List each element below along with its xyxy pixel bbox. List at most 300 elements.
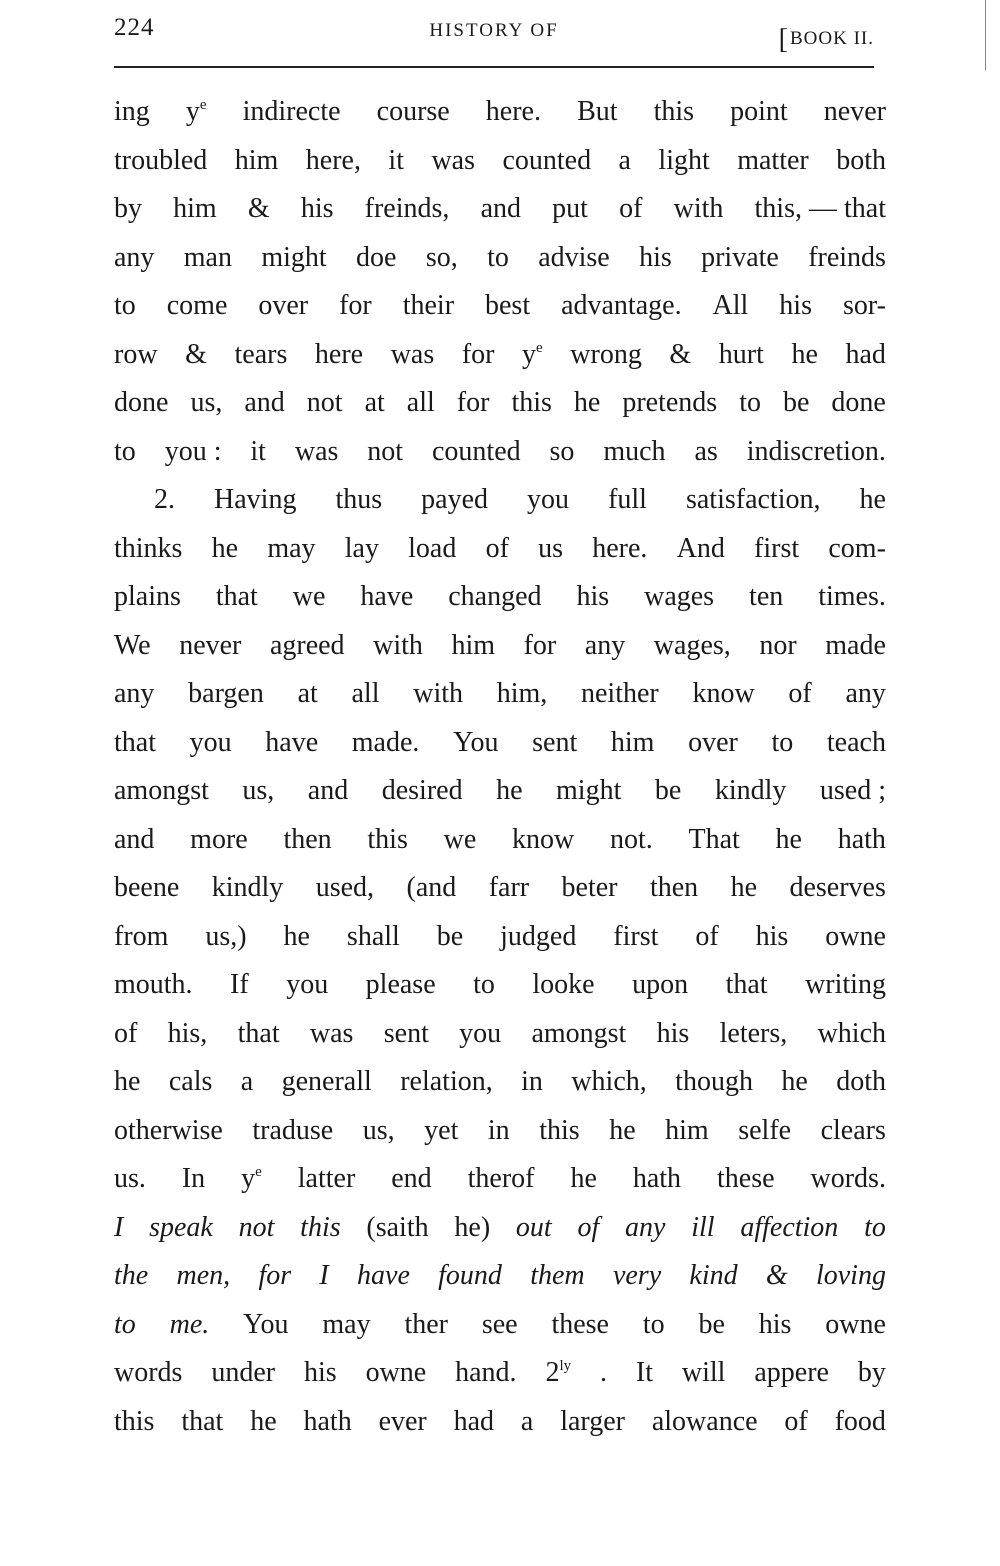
word (669, 331, 691, 380)
word-text: he) (454, 1211, 491, 1243)
word (747, 428, 886, 477)
word-text: please (365, 969, 436, 1000)
text-line (114, 234, 886, 283)
word (805, 961, 886, 1010)
word (205, 913, 246, 962)
word-text: might (261, 241, 327, 273)
word-text: kind (689, 1260, 738, 1291)
word (759, 1301, 792, 1350)
word-text: here, (305, 144, 361, 176)
text-line (114, 282, 886, 331)
word-text: then (649, 872, 699, 903)
word-text: we (443, 823, 477, 855)
word (168, 1010, 208, 1059)
word (173, 185, 217, 234)
word-text: his, (167, 1017, 208, 1049)
word (570, 331, 642, 380)
word-text: beter (561, 872, 618, 903)
word (298, 1155, 356, 1204)
word (550, 428, 575, 477)
word-text: of (619, 193, 643, 224)
word (365, 185, 450, 234)
word-text: have (265, 726, 319, 758)
word-text: with (373, 629, 423, 661)
word-text: indirecte (242, 96, 341, 127)
word (611, 719, 655, 768)
word (243, 1301, 288, 1350)
word-text: made (825, 629, 886, 661)
word-text: changed (448, 581, 542, 612)
word-text: owne (825, 920, 886, 952)
word-text: kindly (211, 872, 284, 903)
word (561, 282, 682, 331)
word (674, 185, 724, 234)
word-text: you (459, 1017, 502, 1049)
word (574, 379, 600, 428)
word (426, 234, 458, 283)
word (608, 476, 647, 525)
word-text: to (739, 387, 761, 418)
word (562, 864, 618, 913)
word-text: then (283, 823, 332, 855)
word (282, 1058, 372, 1107)
word-text: he (859, 484, 886, 515)
word (756, 913, 789, 962)
word (818, 573, 886, 622)
word (114, 137, 207, 186)
word-text: he (496, 775, 523, 806)
word-text: be (782, 387, 810, 418)
word (379, 1398, 427, 1447)
word-text: of (577, 1211, 600, 1243)
word-text: men, (176, 1260, 231, 1291)
word (438, 1252, 502, 1301)
text-line (114, 1204, 886, 1253)
word (408, 525, 456, 574)
word (824, 88, 886, 137)
word-text: agreed (269, 629, 345, 661)
text-line (114, 573, 886, 622)
word-text: will (681, 1357, 726, 1388)
word-text: here (314, 338, 364, 370)
word-text: to (487, 241, 509, 273)
word-text: all (406, 387, 435, 418)
text-line (114, 525, 886, 574)
word-text: he (609, 1114, 636, 1146)
word (816, 1252, 886, 1301)
word (654, 622, 731, 671)
word-text: But (577, 96, 618, 127)
word-text: desired (381, 775, 463, 806)
word (500, 913, 576, 962)
word-text: We (114, 629, 151, 661)
superscript: e (536, 339, 543, 356)
word (530, 1252, 584, 1301)
word (497, 670, 548, 719)
word-text: that (237, 1017, 280, 1049)
word (114, 428, 136, 477)
word (524, 622, 557, 671)
word (244, 379, 284, 428)
word-text: light (658, 144, 710, 176)
word-text: which, (571, 1066, 647, 1097)
word-text: he (781, 1066, 808, 1097)
word (625, 1204, 665, 1253)
word-text: row (114, 338, 158, 370)
text-line (114, 622, 886, 671)
word (783, 379, 809, 428)
word-text: both (836, 144, 886, 176)
word-text: point (730, 96, 788, 127)
word-text: counted (502, 144, 592, 176)
text-line (114, 670, 886, 719)
word (270, 622, 345, 671)
superscript: e (255, 1164, 262, 1180)
word (613, 1252, 661, 1301)
word (421, 476, 488, 525)
word (701, 234, 779, 283)
word-text: you : (164, 435, 222, 467)
word-text: you (189, 726, 232, 758)
word (366, 961, 436, 1010)
word-text: And (676, 532, 725, 564)
word-text: relation, (400, 1066, 493, 1097)
word-text: If (230, 969, 249, 1000)
word (610, 816, 653, 865)
word (527, 476, 569, 525)
word-text: . (600, 1357, 608, 1388)
word-text: leters, (719, 1017, 788, 1049)
word (114, 1010, 137, 1059)
word (820, 767, 886, 816)
word-text: of (485, 532, 509, 564)
word-text: farr (488, 872, 530, 903)
word (184, 234, 232, 283)
word (613, 913, 658, 962)
word-text: of (784, 1405, 808, 1437)
word-text: 2 (545, 1357, 560, 1388)
word-text: him (665, 1114, 709, 1146)
text-line (114, 476, 886, 525)
word-text: a (618, 144, 631, 176)
word-text: to (864, 1211, 886, 1243)
word (694, 428, 717, 477)
word (836, 1058, 886, 1107)
word (384, 1010, 429, 1059)
word-text: have (360, 581, 414, 612)
word (462, 331, 495, 380)
word (726, 961, 768, 1010)
word-text: was (390, 338, 435, 370)
word-text: any (114, 678, 155, 709)
word (388, 137, 404, 186)
word-text: not (367, 435, 404, 467)
word (114, 234, 154, 283)
word (252, 1107, 333, 1156)
word-text: never (179, 629, 242, 661)
word-text: to (771, 726, 794, 758)
word-text: It (635, 1357, 654, 1388)
word-text: alowance (651, 1405, 758, 1437)
word-text: me. (169, 1308, 210, 1340)
word-text: his (758, 1308, 792, 1340)
word (576, 573, 609, 622)
word-text: be (698, 1308, 725, 1340)
word (788, 670, 811, 719)
running-title: HISTORY OF (429, 20, 559, 41)
word-text: otherwise (114, 1114, 223, 1146)
word (754, 1349, 829, 1398)
word-text: amongst (114, 775, 209, 806)
word-text: which (817, 1017, 886, 1049)
word (486, 88, 541, 137)
word (345, 525, 379, 574)
word-text: owne (365, 1357, 427, 1388)
word (335, 476, 382, 525)
word (457, 379, 490, 428)
word (570, 1155, 596, 1204)
word-text: any (845, 678, 886, 709)
word-text: mouth. (114, 969, 193, 1000)
word-text: much (603, 435, 666, 467)
word (114, 1349, 182, 1398)
text-line (114, 913, 886, 962)
word-text: wages, (653, 629, 731, 661)
word (114, 816, 154, 865)
word (114, 282, 136, 331)
word (737, 137, 809, 186)
word-text: larger (560, 1405, 625, 1437)
word-text: may (267, 532, 316, 564)
word-text: know (692, 678, 755, 709)
word (366, 1204, 428, 1253)
word-text: advise (538, 241, 610, 273)
word-text: he (114, 1066, 141, 1097)
word-text: for (523, 629, 557, 661)
word-text: was (309, 1017, 354, 1049)
word (585, 622, 625, 671)
word-text: he (570, 1163, 597, 1194)
word-text: here. (485, 96, 541, 127)
word-text: load (408, 532, 457, 564)
word (740, 1204, 838, 1253)
word (811, 1155, 886, 1204)
book-label-bracket: [ (778, 24, 789, 55)
page-edge-mark (985, 0, 986, 70)
word-text: course (376, 96, 450, 127)
word-text: shall (346, 920, 400, 952)
word (836, 137, 886, 186)
word-text: over (258, 290, 309, 321)
word (486, 525, 509, 574)
word (521, 1398, 533, 1447)
word-text: In (181, 1163, 206, 1194)
word (188, 670, 264, 719)
word-text: hath (837, 823, 886, 855)
word-text: these (551, 1308, 609, 1340)
word (657, 1010, 690, 1059)
word-text: All (712, 290, 749, 321)
word (779, 282, 812, 331)
word-text: and (307, 775, 349, 806)
word-text: this, — that (754, 193, 886, 224)
word (720, 1010, 788, 1059)
word-text: first (613, 920, 659, 952)
word-text: him, (496, 678, 548, 709)
text-line (114, 1252, 886, 1301)
word-text: upon (632, 969, 689, 1000)
word-text: it (388, 144, 404, 176)
word-text: end (391, 1163, 432, 1194)
word (315, 331, 363, 380)
word (532, 719, 577, 768)
word (190, 816, 248, 865)
word-text: speak (149, 1211, 213, 1243)
word-text: advantage. (561, 290, 682, 321)
word-text: from (114, 920, 169, 952)
word (248, 185, 270, 234)
book-label-text: BOOK II. (790, 28, 874, 49)
word-text: him (610, 726, 655, 758)
word (619, 185, 642, 234)
word-text: & (247, 193, 270, 224)
word (230, 961, 249, 1010)
word (238, 1010, 280, 1059)
word (719, 331, 764, 380)
word-text: satisfaction, (685, 484, 821, 515)
word (352, 719, 420, 768)
word-text: be (654, 775, 682, 806)
word (791, 331, 817, 380)
word (114, 331, 158, 380)
word (831, 379, 885, 428)
word (367, 816, 407, 865)
word-text: with (673, 193, 724, 224)
word (808, 234, 886, 283)
word-text: man (183, 241, 232, 273)
word (571, 1058, 646, 1107)
word (347, 913, 400, 962)
word (413, 670, 463, 719)
word (356, 234, 396, 283)
word (717, 1155, 775, 1204)
word-text: wages (644, 581, 715, 612)
word (789, 864, 885, 913)
word-text: to (114, 290, 136, 321)
word-text: & (765, 1260, 788, 1291)
word (825, 1301, 886, 1350)
word-text: kindly (714, 775, 787, 806)
word-text: any (625, 1211, 666, 1243)
text-line (114, 767, 886, 816)
word-text: sent (532, 726, 578, 758)
word-text: first (754, 532, 800, 564)
word (301, 185, 334, 234)
word-text: us,) (205, 920, 247, 952)
word (654, 88, 694, 137)
word (239, 1204, 275, 1253)
word (424, 1107, 458, 1156)
word-text: & (669, 338, 692, 370)
word (516, 1204, 552, 1253)
word-text: generall (281, 1066, 372, 1097)
word-text: doth (836, 1066, 886, 1097)
word (539, 1107, 579, 1156)
word (432, 428, 521, 477)
word-text: nor (759, 629, 797, 661)
word (650, 864, 698, 913)
word (695, 913, 718, 962)
word (177, 1252, 231, 1301)
word (828, 525, 886, 574)
word (643, 1301, 665, 1350)
word (532, 961, 594, 1010)
word-text: was (431, 144, 475, 176)
word-text: that (215, 581, 258, 612)
word-text: so, (425, 241, 458, 273)
word-text: he (791, 338, 818, 370)
word (114, 379, 168, 428)
word-text: his (300, 193, 334, 224)
word-text: us. (114, 1163, 146, 1194)
word-text: had (845, 338, 886, 370)
word (860, 476, 886, 525)
word-text: sent (383, 1017, 429, 1049)
word-text: teach (826, 726, 886, 758)
word-text: the (114, 1260, 149, 1291)
word (622, 379, 717, 428)
text-line (114, 88, 886, 137)
word (352, 670, 380, 719)
word (391, 331, 435, 380)
word (286, 961, 328, 1010)
word (167, 282, 228, 331)
word-text: times. (818, 581, 886, 612)
word-text: y (522, 338, 537, 370)
word (114, 864, 179, 913)
word (211, 1349, 275, 1398)
word (339, 282, 372, 331)
word-text: to (642, 1308, 665, 1340)
word (250, 428, 266, 477)
word-text: of (695, 920, 719, 952)
word (169, 1058, 213, 1107)
word (468, 1155, 535, 1204)
word (755, 185, 886, 234)
word (731, 864, 757, 913)
word (284, 913, 310, 962)
word-text: Having (214, 484, 297, 515)
word (577, 88, 617, 137)
word-text: for (456, 387, 490, 418)
text-line (114, 1349, 886, 1398)
word-text: That (688, 823, 740, 855)
word-text: appere (754, 1357, 829, 1388)
word (185, 331, 207, 380)
word (545, 1349, 571, 1398)
word (688, 816, 739, 865)
word-text: us, (362, 1114, 395, 1146)
word (182, 1155, 205, 1204)
word (552, 185, 588, 234)
word (186, 88, 207, 137)
word (845, 331, 885, 380)
word (258, 1252, 291, 1301)
word-text: neither (581, 678, 659, 709)
word-text: & (185, 338, 207, 370)
word-text: y (241, 1163, 256, 1194)
word (858, 1349, 886, 1398)
